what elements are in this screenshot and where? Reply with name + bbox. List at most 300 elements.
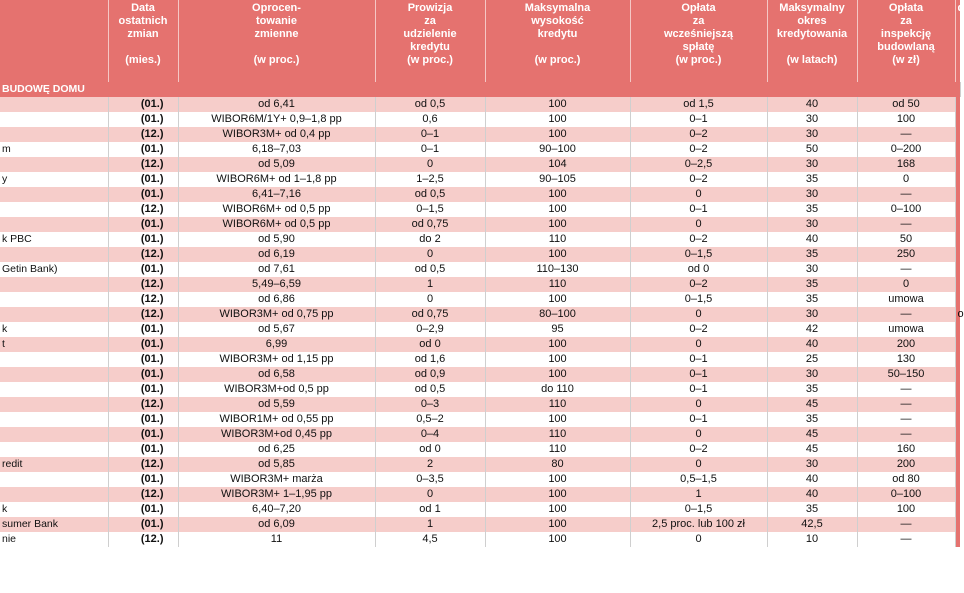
table-row [0, 127, 960, 142]
edge-cell [955, 112, 960, 127]
header-bank [0, 0, 108, 82]
early-repayment-cell: 0–1 [630, 202, 767, 217]
bank-name-cell [0, 217, 108, 232]
bank-name-cell: k [0, 502, 108, 517]
bank-name-cell [0, 307, 108, 322]
max-period-cell: 35 [767, 292, 857, 307]
early-repayment-cell: 0 [630, 217, 767, 232]
variable-rate-cell: od 6,19 [178, 247, 375, 262]
table-row [0, 172, 960, 187]
header-max-loan: Maksymalna wysokość kredytu (w proc.) [485, 0, 630, 82]
max-period-cell: 25 [767, 352, 857, 367]
inspection-fee-cell: 50 [857, 232, 955, 247]
max-loan-cell: do 110 [485, 382, 630, 397]
edge-cell: o [955, 307, 960, 322]
table-row [0, 382, 960, 397]
bank-name-cell [0, 292, 108, 307]
last-change-cell: (12.) [108, 277, 178, 292]
table-row [0, 397, 960, 412]
last-change-cell: (01.) [108, 517, 178, 532]
early-repayment-cell: 0–1 [630, 112, 767, 127]
inspection-fee-cell: 160 [857, 442, 955, 457]
table-row [0, 412, 960, 427]
edge-cell [955, 532, 960, 547]
commission-cell: 0–1,5 [375, 202, 485, 217]
bank-name-cell [0, 382, 108, 397]
variable-rate-cell: od 6,09 [178, 517, 375, 532]
early-repayment-cell: od 1,5 [630, 97, 767, 112]
inspection-fee-cell: od 80 [857, 472, 955, 487]
max-period-cell: 45 [767, 427, 857, 442]
max-period-cell: 35 [767, 277, 857, 292]
bank-name-cell [0, 247, 108, 262]
edge-cell [955, 232, 960, 247]
max-loan-cell: 100 [485, 502, 630, 517]
variable-rate-cell: od 5,90 [178, 232, 375, 247]
variable-rate-cell: WIBOR6M+ od 0,5 pp [178, 202, 375, 217]
table-header [0, 0, 964, 82]
edge-cell [955, 217, 960, 232]
edge-cell [955, 202, 960, 217]
variable-rate-cell: WIBOR3M+ od 1,15 pp [178, 352, 375, 367]
edge-cell [955, 367, 960, 382]
table-row [0, 112, 960, 127]
variable-rate-cell: WIBOR6M+ od 1–1,8 pp [178, 172, 375, 187]
commission-cell: od 0,9 [375, 367, 485, 382]
bank-name-cell: m [0, 142, 108, 157]
last-change-cell: (12.) [108, 487, 178, 502]
max-period-cell: 35 [767, 412, 857, 427]
edge-cell [955, 502, 960, 517]
max-period-cell: 35 [767, 247, 857, 262]
edge-cell [955, 247, 960, 262]
inspection-fee-cell: 130 [857, 352, 955, 367]
table-row [0, 337, 960, 352]
max-period-cell: 45 [767, 397, 857, 412]
early-repayment-cell: 1 [630, 487, 767, 502]
max-loan-cell: 100 [485, 532, 630, 547]
inspection-fee-cell: — [857, 127, 955, 142]
max-loan-cell: 110 [485, 277, 630, 292]
max-period-cell: 40 [767, 97, 857, 112]
commission-cell: 2 [375, 457, 485, 472]
inspection-fee-cell: 0–200 [857, 142, 955, 157]
max-loan-cell: 100 [485, 472, 630, 487]
early-repayment-cell: 0 [630, 337, 767, 352]
table-row [0, 472, 960, 487]
variable-rate-cell: WIBOR6M+ od 0,5 pp [178, 217, 375, 232]
early-repayment-cell: 0–2 [630, 277, 767, 292]
inspection-fee-cell: 0–100 [857, 487, 955, 502]
commission-cell: 0–4 [375, 427, 485, 442]
inspection-fee-cell: 0–100 [857, 202, 955, 217]
bank-name-cell: t [0, 337, 108, 352]
early-repayment-cell: 0 [630, 427, 767, 442]
bank-name-cell [0, 112, 108, 127]
bank-name-cell [0, 427, 108, 442]
bank-name-cell [0, 472, 108, 487]
max-loan-cell: 90–100 [485, 142, 630, 157]
max-loan-cell: 100 [485, 97, 630, 112]
last-change-cell: (01.) [108, 337, 178, 352]
edge-cell [955, 517, 960, 532]
table-row [0, 217, 960, 232]
max-loan-cell: 90–105 [485, 172, 630, 187]
early-repayment-cell: 0 [630, 457, 767, 472]
early-repayment-cell: 0–2,5 [630, 157, 767, 172]
max-period-cell: 42,5 [767, 517, 857, 532]
header-commission: Prowizja za udzielenie kredytu (w proc.) [375, 0, 485, 82]
early-repayment-cell: 0–1 [630, 382, 767, 397]
header-inspection-fee: Opłata za inspekcję budowlaną (w zł) [857, 0, 955, 82]
commission-cell: 0–1 [375, 127, 485, 142]
variable-rate-cell: WIBOR3M+ od 0,75 pp [178, 307, 375, 322]
inspection-fee-cell: 200 [857, 337, 955, 352]
last-change-cell: (12.) [108, 307, 178, 322]
inspection-fee-cell: — [857, 307, 955, 322]
max-period-cell: 30 [767, 457, 857, 472]
last-change-cell: (12.) [108, 292, 178, 307]
last-change-cell: (01.) [108, 262, 178, 277]
bank-name-cell: nie [0, 532, 108, 547]
section-title: BUDOWĘ DOMU [0, 82, 960, 97]
variable-rate-cell: WIBOR3M+od 0,5 pp [178, 382, 375, 397]
last-change-cell: (01.) [108, 367, 178, 382]
max-loan-cell: 100 [485, 112, 630, 127]
edge-cell [955, 322, 960, 337]
edge-cell [955, 352, 960, 367]
inspection-fee-cell: — [857, 517, 955, 532]
bank-name-cell [0, 487, 108, 502]
commission-cell: 0–1 [375, 142, 485, 157]
early-repayment-cell: 0–1 [630, 412, 767, 427]
edge-cell [955, 487, 960, 502]
max-loan-cell: 100 [485, 352, 630, 367]
commission-cell: od 0,75 [375, 307, 485, 322]
bank-name-cell: Getin Bank) [0, 262, 108, 277]
table-row [0, 322, 960, 337]
variable-rate-cell: od 6,86 [178, 292, 375, 307]
table-row [0, 262, 960, 277]
inspection-fee-cell: — [857, 382, 955, 397]
bank-name-cell [0, 412, 108, 427]
edge-cell [955, 97, 960, 112]
variable-rate-cell: WIBOR3M+ 1–1,95 pp [178, 487, 375, 502]
inspection-fee-cell: 200 [857, 457, 955, 472]
max-loan-cell: 95 [485, 322, 630, 337]
header-last-change: Data ostatnich zmian (mies.) [108, 0, 178, 82]
max-loan-cell: 80–100 [485, 307, 630, 322]
bank-name-cell [0, 397, 108, 412]
inspection-fee-cell: umowa [857, 322, 955, 337]
table-row [0, 232, 960, 247]
table-row [0, 202, 960, 217]
inspection-fee-cell: — [857, 412, 955, 427]
inspection-fee-cell: 50–150 [857, 367, 955, 382]
last-change-cell: (01.) [108, 382, 178, 397]
variable-rate-cell: od 5,59 [178, 397, 375, 412]
edge-cell [955, 472, 960, 487]
commission-cell: 4,5 [375, 532, 485, 547]
table-row [0, 292, 960, 307]
edge-cell [955, 412, 960, 427]
max-period-cell: 42 [767, 322, 857, 337]
early-repayment-cell: 0–2 [630, 172, 767, 187]
variable-rate-cell: od 7,61 [178, 262, 375, 277]
last-change-cell: (12.) [108, 157, 178, 172]
table-row [0, 517, 960, 532]
edge-cell [955, 142, 960, 157]
max-period-cell: 10 [767, 532, 857, 547]
section-row [0, 82, 960, 97]
commission-cell: od 0 [375, 337, 485, 352]
table-body [0, 82, 964, 547]
table-row [0, 277, 960, 292]
max-period-cell: 40 [767, 487, 857, 502]
commission-cell: 0–3,5 [375, 472, 485, 487]
early-repayment-cell: 2,5 proc. lub 100 zł [630, 517, 767, 532]
max-loan-cell: 110 [485, 427, 630, 442]
bank-name-cell [0, 277, 108, 292]
max-loan-cell: 100 [485, 187, 630, 202]
last-change-cell: (01.) [108, 412, 178, 427]
table-row [0, 502, 960, 517]
header-max-period: Maksymalny okres kredytowania (w latach) [767, 0, 857, 82]
inspection-fee-cell: 100 [857, 502, 955, 517]
early-repayment-cell: 0–2 [630, 322, 767, 337]
bank-name-cell: k PBC [0, 232, 108, 247]
inspection-fee-cell: od 50 [857, 97, 955, 112]
bank-name-cell: k [0, 322, 108, 337]
last-change-cell: (01.) [108, 472, 178, 487]
last-change-cell: (01.) [108, 187, 178, 202]
max-loan-cell: 110–130 [485, 262, 630, 277]
last-change-cell: (12.) [108, 457, 178, 472]
bank-name-cell [0, 367, 108, 382]
max-period-cell: 30 [767, 262, 857, 277]
commission-cell: 1 [375, 517, 485, 532]
commission-cell: 0,5–2 [375, 412, 485, 427]
bank-name-cell [0, 442, 108, 457]
bank-name-cell [0, 187, 108, 202]
max-loan-cell: 104 [485, 157, 630, 172]
max-period-cell: 30 [767, 112, 857, 127]
last-change-cell: (01.) [108, 97, 178, 112]
last-change-cell: (01.) [108, 352, 178, 367]
commission-cell: od 0,5 [375, 187, 485, 202]
max-loan-cell: 80 [485, 457, 630, 472]
table-row [0, 532, 960, 547]
max-period-cell: 30 [767, 367, 857, 382]
last-change-cell: (12.) [108, 127, 178, 142]
variable-rate-cell: WIBOR3M+ od 0,4 pp [178, 127, 375, 142]
early-repayment-cell: 0–1 [630, 367, 767, 382]
variable-rate-cell: WIBOR6M/1Y+ 0,9–1,8 pp [178, 112, 375, 127]
edge-cell [955, 187, 960, 202]
variable-rate-cell: 6,41–7,16 [178, 187, 375, 202]
bank-name-cell [0, 97, 108, 112]
table-row [0, 352, 960, 367]
max-period-cell: 40 [767, 337, 857, 352]
variable-rate-cell: WIBOR1M+ od 0,55 pp [178, 412, 375, 427]
early-repayment-cell: 0–2 [630, 232, 767, 247]
max-loan-cell: 100 [485, 517, 630, 532]
inspection-fee-cell: — [857, 262, 955, 277]
table-row [0, 487, 960, 502]
commission-cell: 0 [375, 292, 485, 307]
commission-cell: 0–2,9 [375, 322, 485, 337]
last-change-cell: (12.) [108, 532, 178, 547]
max-period-cell: 50 [767, 142, 857, 157]
max-loan-cell: 100 [485, 367, 630, 382]
last-change-cell: (01.) [108, 217, 178, 232]
variable-rate-cell: od 5,85 [178, 457, 375, 472]
edge-cell [955, 457, 960, 472]
max-period-cell: 30 [767, 157, 857, 172]
inspection-fee-cell: 100 [857, 112, 955, 127]
early-repayment-cell: 0–2 [630, 442, 767, 457]
edge-cell [955, 397, 960, 412]
edge-cell [955, 157, 960, 172]
bank-name-cell: redit [0, 457, 108, 472]
early-repayment-cell: 0 [630, 532, 767, 547]
table-row [0, 427, 960, 442]
max-loan-cell: 100 [485, 337, 630, 352]
bank-name-cell [0, 202, 108, 217]
commission-cell: 0 [375, 157, 485, 172]
last-change-cell: (01.) [108, 232, 178, 247]
edge-cell [955, 427, 960, 442]
edge-cell [955, 292, 960, 307]
variable-rate-cell: od 6,58 [178, 367, 375, 382]
commission-cell: od 0 [375, 442, 485, 457]
table-row [0, 157, 960, 172]
max-loan-cell: 100 [485, 247, 630, 262]
header-variable-rate: Oprocen- towanie zmienne (w proc.) [178, 0, 375, 82]
last-change-cell: (12.) [108, 202, 178, 217]
table-row [0, 187, 960, 202]
table-row [0, 457, 960, 472]
variable-rate-cell: 6,99 [178, 337, 375, 352]
early-repayment-cell: od 0 [630, 262, 767, 277]
inspection-fee-cell: — [857, 217, 955, 232]
max-loan-cell: 100 [485, 127, 630, 142]
max-loan-cell: 110 [485, 397, 630, 412]
commission-cell: od 1 [375, 502, 485, 517]
max-period-cell: 30 [767, 307, 857, 322]
max-period-cell: 45 [767, 442, 857, 457]
commission-cell: od 0,5 [375, 382, 485, 397]
inspection-fee-cell: 0 [857, 172, 955, 187]
edge-cell [955, 337, 960, 352]
bank-name-cell [0, 352, 108, 367]
commission-cell: od 0,5 [375, 97, 485, 112]
bank-name-cell [0, 157, 108, 172]
early-repayment-cell: 0–2 [630, 142, 767, 157]
table-row [0, 97, 960, 112]
variable-rate-cell: od 6,41 [178, 97, 375, 112]
commission-cell: od 0,5 [375, 262, 485, 277]
commission-cell: 0 [375, 247, 485, 262]
early-repayment-cell: 0–2 [630, 127, 767, 142]
inspection-fee-cell: 0 [857, 277, 955, 292]
early-repayment-cell: 0,5–1,5 [630, 472, 767, 487]
header-cut-column: d [955, 0, 960, 82]
bank-name-cell: sumer Bank [0, 517, 108, 532]
edge-cell [955, 127, 960, 142]
commission-cell: 1 [375, 277, 485, 292]
variable-rate-cell: 6,18–7,03 [178, 142, 375, 157]
max-period-cell: 35 [767, 502, 857, 517]
variable-rate-cell: WIBOR3M+ marża [178, 472, 375, 487]
last-change-cell: (01.) [108, 142, 178, 157]
early-repayment-cell: 0 [630, 397, 767, 412]
early-repayment-cell: 0 [630, 187, 767, 202]
max-period-cell: 35 [767, 172, 857, 187]
max-loan-cell: 110 [485, 232, 630, 247]
inspection-fee-cell: — [857, 427, 955, 442]
table-row [0, 307, 960, 322]
commission-cell: 1–2,5 [375, 172, 485, 187]
inspection-fee-cell: — [857, 187, 955, 202]
variable-rate-cell: od 5,67 [178, 322, 375, 337]
edge-cell [955, 442, 960, 457]
commission-cell: 0,6 [375, 112, 485, 127]
max-period-cell: 40 [767, 232, 857, 247]
commission-cell: do 2 [375, 232, 485, 247]
early-repayment-cell: 0–1 [630, 352, 767, 367]
max-loan-cell: 100 [485, 292, 630, 307]
header-early-repayment-fee: Opłata za wcześniejszą spłatę (w proc.) [630, 0, 767, 82]
last-change-cell: (01.) [108, 322, 178, 337]
inspection-fee-cell: — [857, 532, 955, 547]
edge-cell [955, 277, 960, 292]
variable-rate-cell: 6,40–7,20 [178, 502, 375, 517]
variable-rate-cell: od 6,25 [178, 442, 375, 457]
max-period-cell: 30 [767, 217, 857, 232]
table-row [0, 442, 960, 457]
early-repayment-cell: 0–1,5 [630, 247, 767, 262]
edge-cell [955, 262, 960, 277]
max-period-cell: 30 [767, 127, 857, 142]
commission-cell: od 0,75 [375, 217, 485, 232]
variable-rate-cell: od 5,09 [178, 157, 375, 172]
variable-rate-cell: 5,49–6,59 [178, 277, 375, 292]
max-loan-cell: 100 [485, 412, 630, 427]
table-row [0, 247, 960, 262]
table-row [0, 367, 960, 382]
max-loan-cell: 100 [485, 217, 630, 232]
commission-cell: od 1,6 [375, 352, 485, 367]
max-loan-cell: 110 [485, 442, 630, 457]
max-loan-cell: 100 [485, 487, 630, 502]
inspection-fee-cell: — [857, 397, 955, 412]
commission-cell: 0 [375, 487, 485, 502]
max-period-cell: 40 [767, 472, 857, 487]
last-change-cell: (12.) [108, 397, 178, 412]
variable-rate-cell: 11 [178, 532, 375, 547]
last-change-cell: (01.) [108, 172, 178, 187]
inspection-fee-cell: umowa [857, 292, 955, 307]
max-period-cell: 35 [767, 202, 857, 217]
last-change-cell: (01.) [108, 442, 178, 457]
edge-cell [955, 382, 960, 397]
variable-rate-cell: WIBOR3M+od 0,45 pp [178, 427, 375, 442]
max-period-cell: 30 [767, 187, 857, 202]
early-repayment-cell: 0–1,5 [630, 292, 767, 307]
early-repayment-cell: 0 [630, 307, 767, 322]
inspection-fee-cell: 168 [857, 157, 955, 172]
